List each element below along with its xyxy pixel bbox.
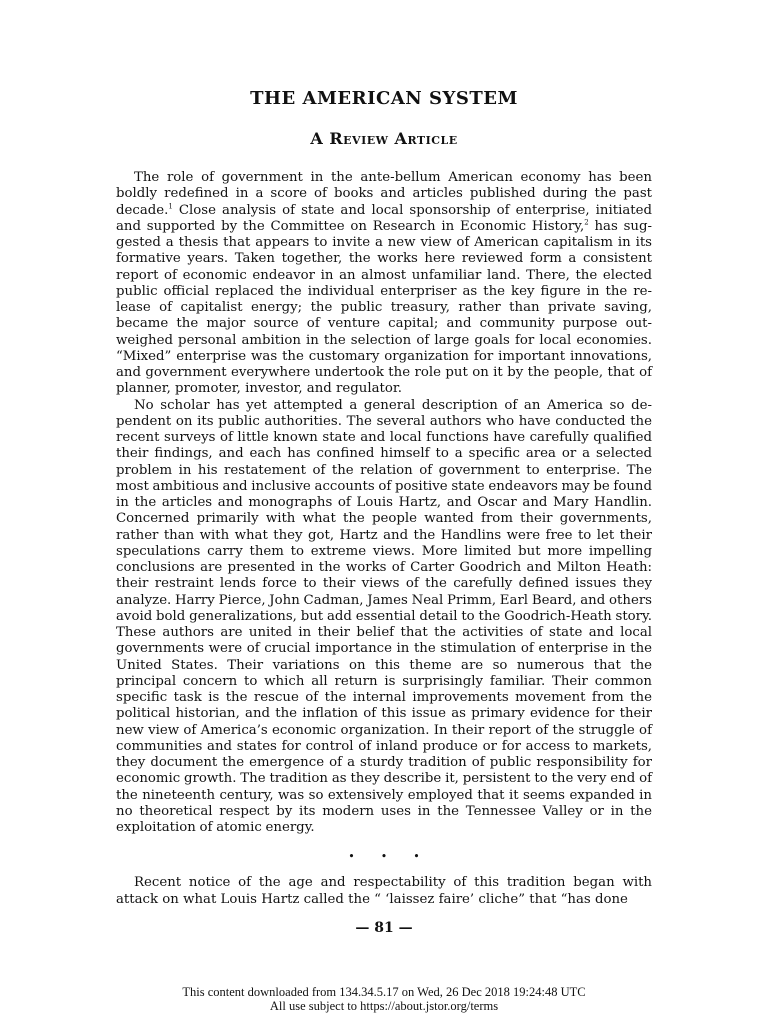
footnote-marker: 2 <box>584 218 589 227</box>
section-break <box>116 850 652 863</box>
article-body <box>116 170 652 908</box>
paragraph-text: The role of government in the ante-bellum American economy has been boldly redefined in a score of books and articles published during the past decade. <box>116 170 652 218</box>
paragraph-text: has suggested a thesis that appears to invite a new view of American capitalism in its formative years. Taken together, the works here reviewed form a consistent report of economic endeavor in an almost unfamiliar land. There, the elected public official replaced the individual enterpriser as the key figure in the release of capitalist energy; the public treasury, rather than private saving, became the major source of venture capital; and community purpose outweighed personal ambition in the selection of large goals for local economies. “Mixed” enterprise was the customary organization for important innovations, and government everywhere undertook the role put on it by the people, that of planner, promoter, investor, and regulator. <box>116 218 653 397</box>
paragraph <box>116 170 652 398</box>
section-break-mark: • <box>380 850 414 864</box>
section-break-mark: • <box>413 850 446 864</box>
footer-line: This content downloaded from 134.34.5.17 on Wed, 26 Dec 2018 19:24:48 UTC <box>182 985 586 999</box>
paragraph: No scholar has yet attempted a general description of an America so dependent on its public authorities. The several authors who have conducted the recent surveys of little known state and local functions have carefully qualified their findings, and each has confined himself to a specific area or a selected problem in his restatement of the relation of government to enterprise. The most ambitious and inclusive accounts of positive state endeavors may be found in the articles and monographs of Louis Hartz, and Oscar and Mary Handlin. Concerned primarily with what the people wanted from their governments, rather than with what they got, Hartz and the Handlins were free to let their speculations carry them to extreme views. More limited but more impelling conclusions are presented in the works of Carter Goodrich and Milton Heath: their restraint lends force to their views of the carefully defined issues they analyze. Harry Pierce, John Cadman, James Neal Primm, Earl Beard, and others avoid bold generalizations, but add essential detail to the Goodrich-Heath story. These authors are united in their belief that the activities of state and local governments were of crucial importance in the stimulation of enterprise in the United States. Their variations on this theme are so numerous that the principal concern to which all return is surprisingly familiar. Their common specific task is the rescue of the internal improvements movement from the political historian, and the inflation of this issue as primary evidence for their new view of America’s economic organization. In their report of the struggle of communities and states for control of inland produce or for access to markets, they document the emergence of a sturdy tradition of public responsibility for economic growth. The tradition as they describe it, persistent to the very end of the nineteenth century, was so extensively employed that it seems expanded in no theoretical respect by its modern uses in the Tennessee Valley or in the exploitation of atomic energy. <box>116 397 652 835</box>
footer-line: All use subject to https://about.jstor.org/terms <box>269 999 499 1013</box>
footnote-marker: 1 <box>168 202 173 211</box>
download-footer <box>0 985 768 1013</box>
page-number: — 81 — <box>355 919 413 936</box>
article <box>116 88 652 936</box>
paragraph-text: Close analysis of state and local sponsorship of enterprise, initiated and supported by the Committee on Research in Economic History, <box>116 202 652 234</box>
article-title: THE AMERICAN SYSTEM <box>250 88 518 109</box>
section-break-mark: • <box>348 850 381 864</box>
paragraph: Recent notice of the age and respectability of this tradition began with attack on what Louis Hartz called the “ ‘laissez faire’ cliche” that “has done <box>116 875 652 907</box>
article-subtitle: A Review Article <box>310 129 458 148</box>
